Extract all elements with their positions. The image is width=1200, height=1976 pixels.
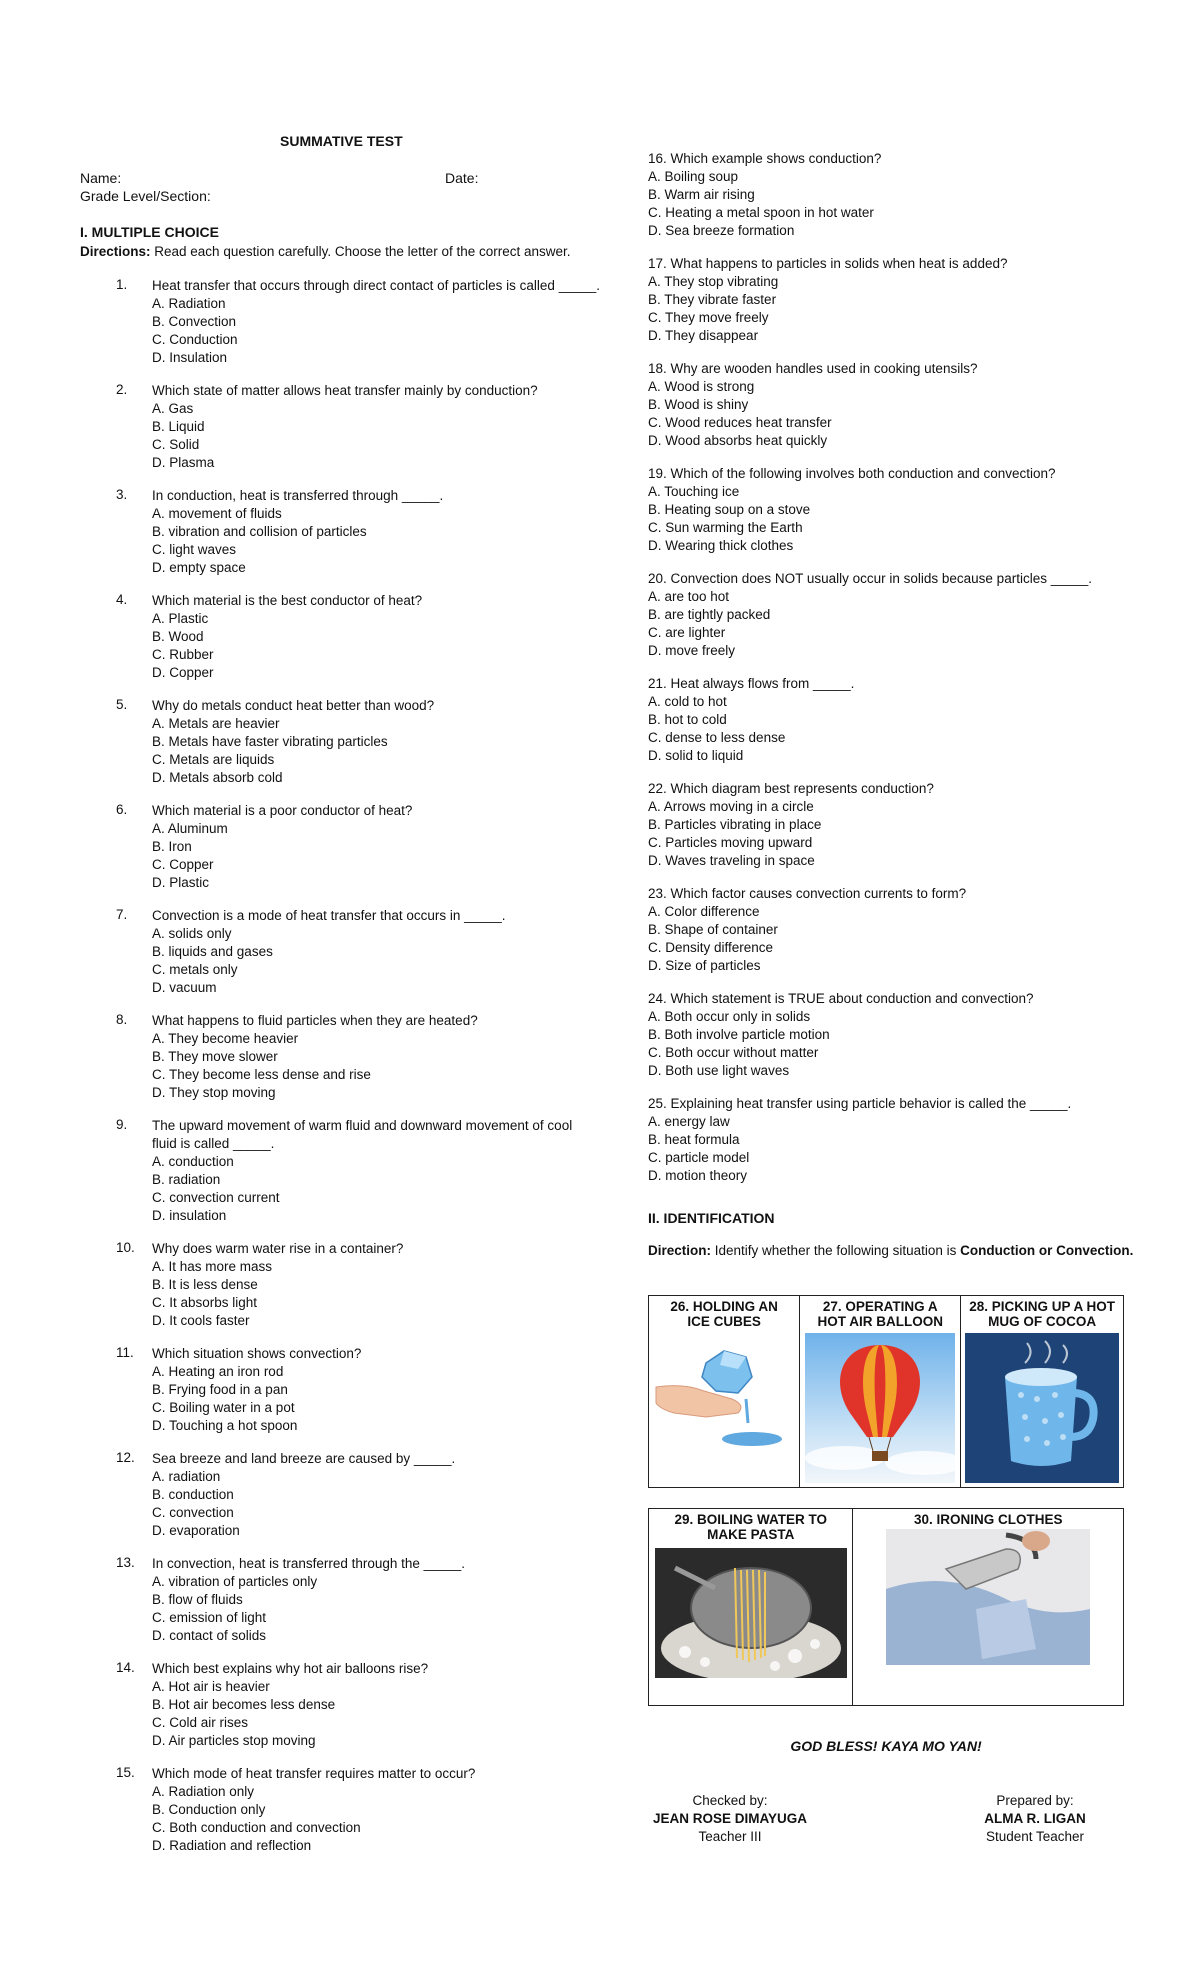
answer-option: C. Copper — [152, 857, 214, 872]
checked-title: Teacher III — [698, 1829, 762, 1844]
question-24 — [648, 990, 1128, 1080]
answer-option: A. movement of fluids — [152, 506, 282, 521]
answer-option: A. vibration of particles only — [152, 1574, 318, 1589]
question-11 — [80, 1345, 600, 1435]
prepared-title: Student Teacher — [985, 1829, 1085, 1844]
questions-left — [80, 277, 600, 1870]
question-stem: 17. What happens to particles in solids when heat is added? — [648, 256, 1008, 271]
question-15 — [80, 1765, 600, 1855]
answer-option: B. Warm air rising — [648, 187, 755, 202]
answer-option: A. Arrows moving in a circle — [648, 799, 814, 814]
question-stem: Which material is the best conductor of heat? — [152, 593, 423, 608]
question-stem: In conduction, heat is transferred through _____. — [152, 488, 444, 503]
answer-option: B. Wood is shiny — [648, 397, 749, 412]
directions-text: Read each question carefully. Choose the letter of the correct answer. — [150, 244, 571, 259]
answer-option: C. particle model — [648, 1150, 750, 1165]
shirt-sleeve — [976, 1599, 1036, 1659]
answer-option: D. Plasma — [152, 455, 215, 470]
question-9 — [80, 1117, 600, 1225]
answer-option: B. Iron — [152, 839, 192, 854]
ident-label-26: 26. HOLDING AN ICE CUBES — [670, 1299, 778, 1329]
question-10 — [80, 1240, 600, 1330]
boiling-pasta-image — [655, 1548, 847, 1678]
question-stem: Why does warm water rise in a container? — [152, 1241, 404, 1256]
question-stem: Heat transfer that occurs through direct contact of particles is called _____. — [152, 278, 600, 293]
answer-option: D. empty space — [152, 560, 246, 575]
answer-option: B. hot to cold — [648, 712, 727, 727]
answer-option: D. Size of particles — [648, 958, 761, 973]
answer-option: D. insulation — [152, 1208, 227, 1223]
answer-option: B. Hot air becomes less dense — [152, 1697, 336, 1712]
answer-option: A. They become heavier — [152, 1031, 299, 1046]
ident-cell-30 — [853, 1509, 1124, 1706]
question-25 — [648, 1095, 1128, 1185]
answer-option: D. Insulation — [152, 350, 228, 365]
hand — [1022, 1531, 1050, 1551]
answer-option: D. Both use light waves — [648, 1063, 790, 1078]
question-stem: What happens to fluid particles when they are heated? — [152, 1013, 478, 1028]
question-20 — [648, 570, 1128, 660]
answer-option: B. They vibrate faster — [648, 292, 777, 307]
question-3 — [80, 487, 600, 577]
answer-option: D. Radiation and reflection — [152, 1838, 312, 1853]
identification-table-1 — [648, 1295, 1124, 1488]
answer-option: B. Liquid — [152, 419, 205, 434]
ident-cell-27 — [800, 1296, 961, 1488]
answer-option: B. Both involve particle motion — [648, 1027, 830, 1042]
ident-label-27: 27. OPERATING A HOT AIR BALLOON — [817, 1299, 943, 1329]
question-8 — [80, 1012, 600, 1102]
question-number: 11. — [116, 1345, 134, 1360]
question-number: 7. — [116, 907, 128, 922]
prepared-label: Prepared by: — [996, 1793, 1074, 1808]
question-number: 12. — [116, 1450, 135, 1465]
answer-option: C. They become less dense and rise — [152, 1067, 371, 1082]
answer-option: C. Solid — [152, 437, 200, 452]
answer-option: D. Metals absorb cold — [152, 770, 283, 785]
prepared-name: ALMA R. LIGAN — [984, 1811, 1086, 1826]
answer-option: B. flow of fluids — [152, 1592, 243, 1607]
answer-option: A. conduction — [152, 1154, 234, 1169]
answer-option: C. Heating a metal spoon in hot water — [648, 205, 874, 220]
answer-option: C. Rubber — [152, 647, 214, 662]
answer-option: C. Cold air rises — [152, 1715, 249, 1730]
answer-option: D. Plastic — [152, 875, 210, 890]
answer-option: A. Metals are heavier — [152, 716, 280, 731]
answer-option: B. Heating soup on a stove — [648, 502, 811, 517]
question-1 — [80, 277, 600, 367]
question-stem: Which situation shows convection? — [152, 1346, 362, 1361]
steam — [1025, 1341, 1067, 1363]
answer-option: A. radiation — [152, 1469, 221, 1484]
answer-option: A. Boiling soup — [648, 169, 739, 184]
answer-option: D. Touching a hot spoon — [152, 1418, 298, 1433]
answer-option: C. Wood reduces heat transfer — [648, 415, 832, 430]
mug-rim — [1005, 1368, 1077, 1386]
answer-option: B. radiation — [152, 1172, 221, 1187]
question-stem: Sea breeze and land breeze are caused by _____. — [152, 1451, 456, 1466]
answer-option: A. Color difference — [648, 904, 760, 919]
section2-direction-bold: Conduction or Convection. — [960, 1243, 1134, 1258]
question-13 — [80, 1555, 600, 1645]
question-stem: 20. Convection does NOT usually occur in solids because particles _____. — [648, 571, 1092, 586]
checked-by-block — [640, 1792, 820, 1846]
answer-option: A. Heating an iron rod — [152, 1364, 284, 1379]
answer-option: C. convection — [152, 1505, 234, 1520]
answer-option: C. It absorbs light — [152, 1295, 258, 1310]
answer-option: D. Copper — [152, 665, 214, 680]
mug-body — [1005, 1377, 1077, 1466]
answer-option: A. Aluminum — [152, 821, 228, 836]
answer-option: D. Sea breeze formation — [648, 223, 795, 238]
answer-option: D. It cools faster — [152, 1313, 250, 1328]
question-5 — [80, 697, 600, 787]
question-stem: Which best explains why hot air balloons rise? — [152, 1661, 429, 1676]
questions-right — [648, 150, 1128, 1200]
grade-label: Grade Level/Section: — [80, 188, 211, 204]
answer-option: A. Touching ice — [648, 484, 740, 499]
answer-option: D. Wearing thick clothes — [648, 538, 794, 553]
section2-direction-text: Identify whether the following situation is — [711, 1243, 961, 1258]
answer-option: B. Conduction only — [152, 1802, 266, 1817]
question-23 — [648, 885, 1128, 975]
question-number: 10. — [116, 1240, 135, 1255]
answer-option: A. Radiation — [152, 296, 226, 311]
answer-option: A. solids only — [152, 926, 232, 941]
checked-name: JEAN ROSE DIMAYUGA — [652, 1811, 808, 1826]
question-stem: 25. Explaining heat transfer using particle behavior is called the _____. — [648, 1096, 1072, 1111]
question-number: 15. — [116, 1765, 135, 1780]
answer-option: C. Both occur without matter — [648, 1045, 819, 1060]
answer-option: A. Wood is strong — [648, 379, 755, 394]
question-12 — [80, 1450, 600, 1540]
question-stem: The upward movement of warm fluid and downward movement of cool fluid is called _____. — [152, 1118, 573, 1151]
question-stem: Convection is a mode of heat transfer that occurs in _____. — [152, 908, 506, 923]
question-stem: 19. Which of the following involves both conduction and convection? — [648, 466, 1056, 481]
answer-option: C. are lighter — [648, 625, 726, 640]
question-2 — [80, 382, 600, 472]
question-stem: Which material is a poor conductor of heat? — [152, 803, 413, 818]
question-number: 5. — [116, 697, 128, 712]
question-stem: Which state of matter allows heat transfer mainly by conduction? — [152, 383, 538, 398]
question-stem: 16. Which example shows conduction? — [648, 151, 882, 166]
strainer-handle — [675, 1568, 715, 1588]
answer-option: D. solid to liquid — [648, 748, 744, 763]
question-stem: Which mode of heat transfer requires matter to occur? — [152, 1766, 476, 1781]
section2-heading: II. IDENTIFICATION — [648, 1210, 775, 1226]
date-label: Date: — [445, 170, 479, 186]
answer-option: B. It is less dense — [152, 1277, 258, 1292]
answer-option: B. Metals have faster vibrating particles — [152, 734, 388, 749]
question-number: 13. — [116, 1555, 135, 1570]
ident-cell-28 — [961, 1296, 1124, 1488]
answer-option: C. Boiling water in a pot — [152, 1400, 295, 1415]
prepared-by-block — [960, 1792, 1110, 1846]
question-4 — [80, 592, 600, 682]
answer-option: B. Frying food in a pan — [152, 1382, 288, 1397]
answer-option: C. Density difference — [648, 940, 774, 955]
ironing-image — [886, 1529, 1090, 1665]
question-17 — [648, 255, 1128, 345]
answer-option: B. Convection — [152, 314, 237, 329]
answer-option: A. Radiation only — [152, 1784, 255, 1799]
answer-option: C. emission of light — [152, 1610, 267, 1625]
ident-label-28: 28. PICKING UP A HOT MUG OF COCOA — [969, 1299, 1116, 1329]
question-number: 14. — [116, 1660, 135, 1675]
section1-directions — [80, 244, 620, 259]
ident-label-29: 29. BOILING WATER TO MAKE PASTA — [674, 1512, 827, 1542]
test-title: SUMMATIVE TEST — [280, 133, 403, 149]
identification-table-2 — [648, 1508, 1124, 1706]
answer-option: C. Sun warming the Earth — [648, 520, 803, 535]
question-21 — [648, 675, 1128, 765]
name-label: Name: — [80, 170, 122, 186]
answer-option: A. It has more mass — [152, 1259, 273, 1274]
question-stem: 22. Which diagram best represents conduction? — [648, 781, 934, 796]
question-22 — [648, 780, 1128, 870]
answer-option: B. conduction — [152, 1487, 234, 1502]
question-stem: 18. Why are wooden handles used in cooking utensils? — [648, 361, 978, 376]
answer-option: D. Air particles stop moving — [152, 1733, 316, 1748]
answer-option: C. light waves — [152, 542, 237, 557]
section2-directions — [648, 1243, 1168, 1258]
ident-cell-26 — [649, 1296, 800, 1488]
answer-option: D. motion theory — [648, 1168, 748, 1183]
question-stem: 23. Which factor causes convection currents to form? — [648, 886, 967, 901]
question-number: 2. — [116, 382, 128, 397]
answer-option: B. They move slower — [152, 1049, 278, 1064]
answer-option: D. vacuum — [152, 980, 217, 995]
answer-option: A. Both occur only in solids — [648, 1009, 811, 1024]
answer-option: B. Particles vibrating in place — [648, 817, 822, 832]
question-14 — [80, 1660, 600, 1750]
answer-option: A. Hot air is heavier — [152, 1679, 270, 1694]
question-number: 3. — [116, 487, 128, 502]
strainer — [691, 1568, 811, 1648]
question-16 — [648, 150, 1128, 240]
answer-option: C. convection current — [152, 1190, 280, 1205]
answer-option: D. move freely — [648, 643, 736, 658]
answer-option: B. liquids and gases — [152, 944, 273, 959]
question-stem: In convection, heat is transferred through the _____. — [152, 1556, 465, 1571]
rope-right — [887, 1437, 891, 1451]
ident-label-30: 30. IRONING CLOTHES — [913, 1512, 1063, 1527]
answer-option: B. heat formula — [648, 1132, 740, 1147]
answer-option: C. They move freely — [648, 310, 769, 325]
answer-option: D. They stop moving — [152, 1085, 276, 1100]
hand-ice-image — [654, 1343, 794, 1461]
cloud-right — [885, 1451, 955, 1475]
section1-heading: I. MULTIPLE CHOICE — [80, 224, 219, 240]
answer-option: C. dense to less dense — [648, 730, 786, 745]
checked-label: Checked by: — [692, 1793, 768, 1808]
answer-option: A. are too hot — [648, 589, 730, 604]
answer-option: A. Plastic — [152, 611, 209, 626]
question-19 — [648, 465, 1128, 555]
directions-label: Directions: — [80, 244, 151, 259]
blessing-text: GOD BLESS! KAYA MO YAN! — [790, 1738, 982, 1754]
answer-option: C. Both conduction and convection — [152, 1820, 361, 1835]
question-stem: 21. Heat always flows from _____. — [648, 676, 855, 691]
question-number: 9. — [116, 1117, 128, 1132]
answer-option: C. metals only — [152, 962, 238, 977]
answer-option: D. Waves traveling in space — [648, 853, 815, 868]
water-drip — [746, 1399, 748, 1423]
water-puddle — [722, 1432, 782, 1446]
answer-option: B. are tightly packed — [648, 607, 771, 622]
answer-option: D. evaporation — [152, 1523, 240, 1538]
question-number: 6. — [116, 802, 128, 817]
answer-option: D. contact of solids — [152, 1628, 267, 1643]
question-number: 4. — [116, 592, 128, 607]
answer-option: A. energy law — [648, 1114, 730, 1129]
answer-option: C. Metals are liquids — [152, 752, 275, 767]
question-stem: Why do metals conduct heat better than wood? — [152, 698, 435, 713]
question-number: 8. — [116, 1012, 128, 1027]
answer-option: A. cold to hot — [648, 694, 727, 709]
ident-cell-29 — [649, 1509, 853, 1706]
answer-option: C. Conduction — [152, 332, 238, 347]
hot-air-balloon-image — [805, 1333, 955, 1483]
answer-option: B. Shape of container — [648, 922, 778, 937]
question-7 — [80, 907, 600, 997]
question-18 — [648, 360, 1128, 450]
answer-option: D. They disappear — [648, 328, 759, 343]
answer-option: A. Gas — [152, 401, 194, 416]
answer-option: B. Wood — [152, 629, 204, 644]
question-number: 1. — [116, 277, 128, 292]
answer-option: C. Particles moving upward — [648, 835, 813, 850]
section2-direction-label: Direction: — [648, 1243, 712, 1258]
answer-option: A. They stop vibrating — [648, 274, 779, 289]
question-6 — [80, 802, 600, 892]
question-stem: 24. Which statement is TRUE about conduction and convection? — [648, 991, 1034, 1006]
hot-mug-image — [965, 1333, 1119, 1483]
balloon-basket — [872, 1451, 888, 1461]
answer-option: B. vibration and collision of particles — [152, 524, 367, 539]
answer-option: D. Wood absorbs heat quickly — [648, 433, 828, 448]
